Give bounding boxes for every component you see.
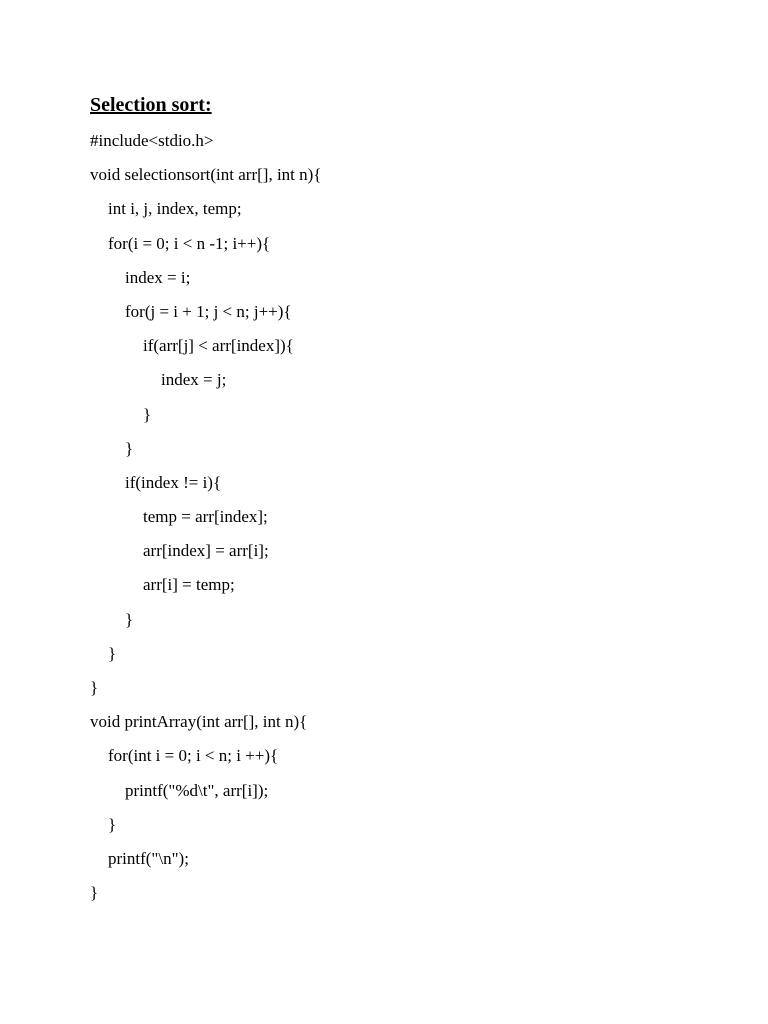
code-line: }	[90, 883, 99, 903]
code-line: arr[i] = temp;	[143, 575, 235, 595]
code-line: for(j = i + 1; j < n; j++){	[125, 301, 292, 321]
code-line: index = j;	[161, 370, 227, 390]
code-line: temp = arr[index];	[143, 507, 268, 527]
code-line: int i, j, index, temp;	[108, 199, 242, 219]
code-line: }	[125, 438, 134, 458]
code-line: }	[90, 678, 99, 697]
code-line: printf("\n");	[108, 848, 189, 868]
code-block	[90, 124, 710, 910]
code-line: if(arr[j] < arr[index]){	[143, 336, 294, 356]
code-line: #include<stdio.h>	[90, 131, 214, 150]
code-line: }	[108, 814, 117, 834]
code-line: printf("%d\t", arr[i]);	[125, 780, 269, 800]
code-line: if(index != i){	[125, 472, 222, 492]
code-line: index = i;	[125, 267, 191, 287]
document-title: Selection sort:	[90, 94, 212, 116]
code-line: }	[108, 643, 117, 663]
code-line: arr[index] = arr[i];	[143, 541, 269, 561]
code-line: }	[125, 609, 134, 629]
code-line: }	[143, 404, 152, 424]
code-line: void selectionsort(int arr[], int n){	[90, 165, 322, 185]
code-line: void printArray(int arr[], int n){	[90, 712, 308, 732]
code-line: for(i = 0; i < n -1; i++){	[108, 233, 271, 253]
code-line: for(int i = 0; i < n; i ++){	[108, 746, 279, 766]
